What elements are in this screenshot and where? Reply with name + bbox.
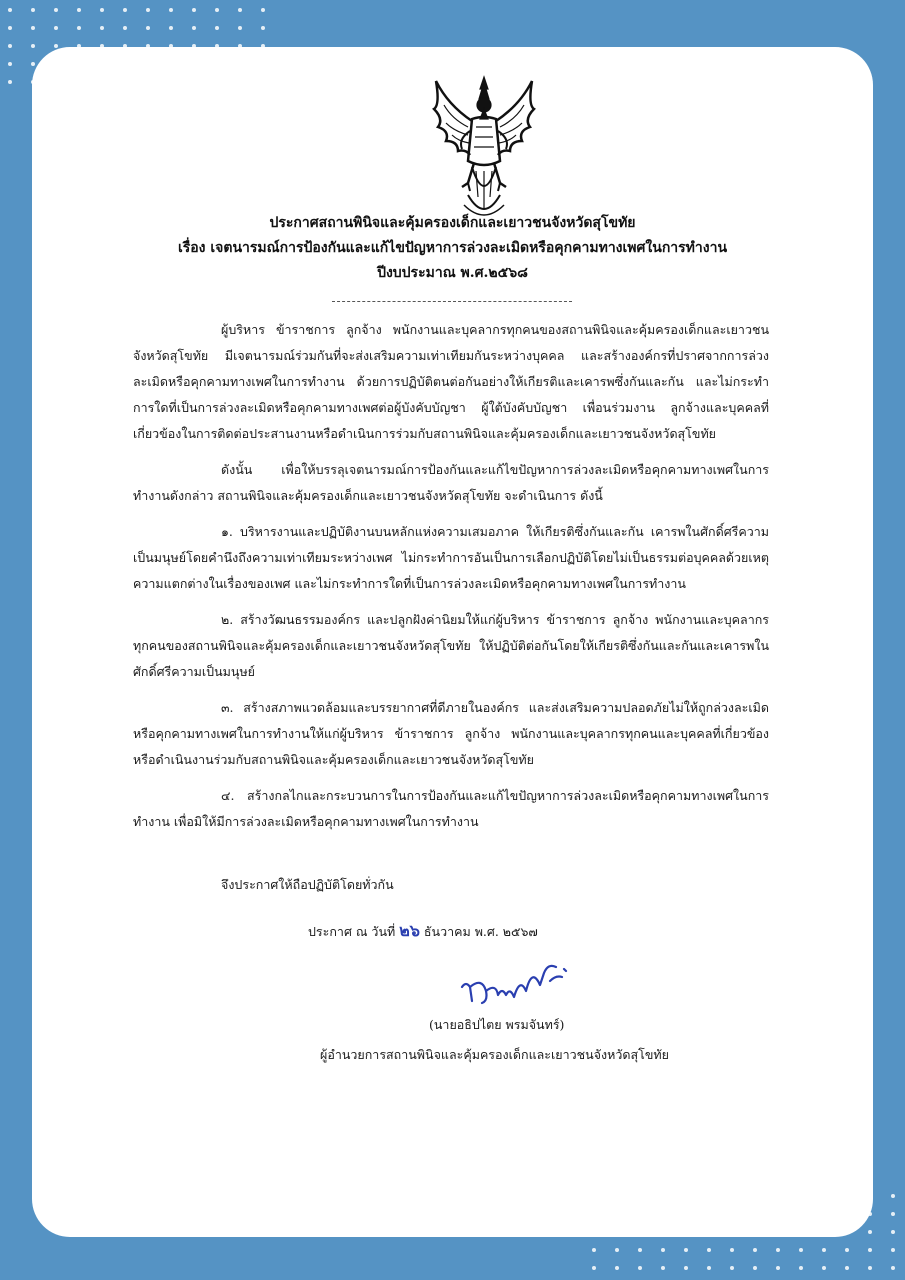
decorative-dot (661, 1248, 665, 1252)
decorative-dot (707, 1266, 711, 1270)
paragraph-item-2: ๒. สร้างวัฒนธรรมองค์กร และปลูกฝังค่านิยมให้แก่ผู้บริหาร ข้าราชการ ลูกจ้าง พนักงานและบุคลากรทุกคนของสถานพินิจและคุ้มครองเด็กและเยาวชนจังหวัดสุโขทัย ให้ปฏิบัติต่อกันโดยให้เกียรติซึ่งกันและกันและเคารพในศักดิ์ศรีความเป็นมนุษย์ (133, 612, 769, 679)
heading-title: ประกาศสถานพินิจและคุ้มครองเด็กและเยาวชนจังหวัดสุโขทัย (269, 215, 636, 231)
decorative-dot (238, 26, 242, 30)
decorative-dot (638, 1266, 642, 1270)
decorative-dot (261, 8, 265, 12)
decorative-dot (868, 1230, 872, 1234)
closing-statement: จึงประกาศให้ถือปฏิบัติโดยทั่วกัน (221, 877, 394, 892)
decorative-dot (592, 1266, 596, 1270)
decorative-dot (638, 1248, 642, 1252)
decorative-dot (31, 62, 35, 66)
decorative-dot (146, 26, 150, 30)
decorative-dot (8, 26, 12, 30)
heading-divider (332, 301, 572, 302)
paragraph-item-1: ๑. บริหารงานและปฏิบัติงานบนหลักแห่งความเสมอภาค ให้เกียรติซึ่งกันและกัน เคารพในศักดิ์ศรีความเป็นมนุษย์โดยคำนึงถึงความเท่าเทียมระหว่างเพศ ไม่กระทำการอันเป็นการเลือกปฏิบัติโดยไม่เป็นธรรมต่อบุคคลด้วยเหตุความแตกต่างในเรื่องของเพศ และไม่กระทำการใดที่เป็นการล่วงละเมิดหรือคุกคามทางเพศในการทำงาน (133, 524, 769, 591)
decorative-dot (799, 1266, 803, 1270)
decorative-dot (822, 1266, 826, 1270)
decorative-dot (238, 8, 242, 12)
decorative-dot (661, 1266, 665, 1270)
decorative-dot (261, 26, 265, 30)
decorative-dot (615, 1266, 619, 1270)
paragraph-intent: ผู้บริหาร ข้าราชการ ลูกจ้าง พนักงานและบุคลากรทุกคนของสถานพินิจและคุ้มครองเด็กและเยาวชนจังหวัดสุโขทัย มีเจตนารมณ์ร่วมกันที่จะส่งเสริมความเท่าเทียมกันระหว่างบุคคล และสร้างองค์กรที่ปราศจากการล่วงละเมิดหรือคุกคามทางเพศในการทำงาน ด้วยการปฏิบัติตนต่อกันอย่างให้เกียรติและเคารพซึ่งกันและกัน และไม่กระทำการใดที่เป็นการล่วงละเมิดหรือคุกคามทางเพศต่อผู้บังคับบัญชา ผู้ใต้บังคับบัญชา เพื่อนร่วมงาน ลูกจ้างและบุคคลที่เกี่ยวข้องในการติดต่อประสานงานหรือดำเนินการร่วมกับสถานพินิจและคุ้มครองเด็กและเยาวชนจังหวัดสุโขทัย (133, 322, 769, 441)
announcement-heading (32, 211, 873, 286)
decorative-dot (100, 26, 104, 30)
decorative-dot (123, 8, 127, 12)
decorative-dot (615, 1248, 619, 1252)
decorative-dot (8, 44, 12, 48)
announcement-date (308, 919, 538, 944)
decorative-dot (54, 8, 58, 12)
decorative-dot (799, 1248, 803, 1252)
decorative-dot (192, 8, 196, 12)
announcement-card (32, 47, 873, 1237)
date-prefix: ประกาศ ณ วันที่ (308, 924, 396, 939)
decorative-dot (54, 44, 58, 48)
decorative-dot (31, 26, 35, 30)
paragraph-therefore: ดังนั้น เพื่อให้บรรลุเจตนารมณ์การป้องกันและแก้ไขปัญหาการล่วงละเมิดหรือคุกคามทางเพศในการทำงานดังกล่าว สถานพินิจและคุ้มครองเด็กและเยาวชนจังหวัดสุโขทัย จะดำเนินการ ดังนี้ (133, 462, 769, 503)
announcement-body (133, 317, 769, 845)
decorative-dot (776, 1248, 780, 1252)
decorative-dot (77, 8, 81, 12)
decorative-dot (169, 8, 173, 12)
signer-title: ผู้อำนวยการสถานพินิจและคุ้มครองเด็กและเยาวชนจังหวัดสุโขทัย (320, 1047, 669, 1062)
decorative-dot (192, 26, 196, 30)
decorative-dot (868, 1248, 872, 1252)
paragraph-item-3: ๓. สร้างสภาพแวดล้อมและบรรยากาศที่ดีภายในองค์กร และส่งเสริมความปลอดภัยไม่ให้ถูกล่วงละเมิดหรือคุกคามทางเพศในการทำงานให้แก่ผู้บริหาร ข้าราชการ ลูกจ้าง พนักงานและบุคลากรทุกคนและบุคคลที่เกี่ยวข้องหรือดำเนินงานร่วมกับสถานพินิจและคุ้มครองเด็กและเยาวชนจังหวัดสุโขทัย (133, 700, 769, 767)
decorative-dot (8, 8, 12, 12)
heading-fiscal-year: ปีงบประมาณ พ.ศ.๒๕๖๘ (377, 265, 528, 281)
signer-name: (นายอธิปไตย พรมจันทร์) (429, 1017, 565, 1032)
handwritten-signature (452, 947, 592, 1011)
decorative-dot (684, 1266, 688, 1270)
decorative-dot (31, 44, 35, 48)
decorative-dot (215, 26, 219, 30)
decorative-dot (707, 1248, 711, 1252)
date-month-year: ธันวาคม พ.ศ. ๒๕๖๗ (423, 924, 538, 939)
decorative-dot (8, 80, 12, 84)
decorative-dot (891, 1194, 895, 1198)
decorative-dot (215, 8, 219, 12)
decorative-dot (592, 1248, 596, 1252)
decorative-dot (123, 26, 127, 30)
decorative-dot (730, 1248, 734, 1252)
decorative-dot (845, 1248, 849, 1252)
decorative-dot (31, 8, 35, 12)
decorative-dot (169, 26, 173, 30)
decorative-dot (822, 1248, 826, 1252)
decorative-dot (54, 26, 58, 30)
decorative-dot (730, 1266, 734, 1270)
decorative-dot (891, 1266, 895, 1270)
decorative-dot (146, 8, 150, 12)
garuda-emblem-icon (428, 75, 540, 225)
decorative-dot (891, 1248, 895, 1252)
decorative-dot (684, 1248, 688, 1252)
decorative-dot (77, 26, 81, 30)
decorative-dot (776, 1266, 780, 1270)
decorative-dot (753, 1266, 757, 1270)
paragraph-item-4: ๔. สร้างกลไกและกระบวนการในการป้องกันและแก้ไขปัญหาการล่วงละเมิดหรือคุกคามทางเพศในการทำงาน เพื่อมิให้มีการล่วงละเมิดหรือคุกคามทางเพศในการทำงาน (133, 788, 769, 829)
decorative-dot (845, 1266, 849, 1270)
decorative-dot (100, 8, 104, 12)
decorative-dot (8, 62, 12, 66)
date-day-handwritten: ๒๖ (399, 921, 420, 940)
heading-subject: เรื่อง เจตนารมณ์การป้องกันและแก้ไขปัญหาการล่วงละเมิดหรือคุกคามทางเพศในการทำงาน (177, 240, 728, 256)
decorative-dot (891, 1212, 895, 1216)
decorative-dot (868, 1266, 872, 1270)
decorative-dot (891, 1230, 895, 1234)
decorative-dot (753, 1248, 757, 1252)
